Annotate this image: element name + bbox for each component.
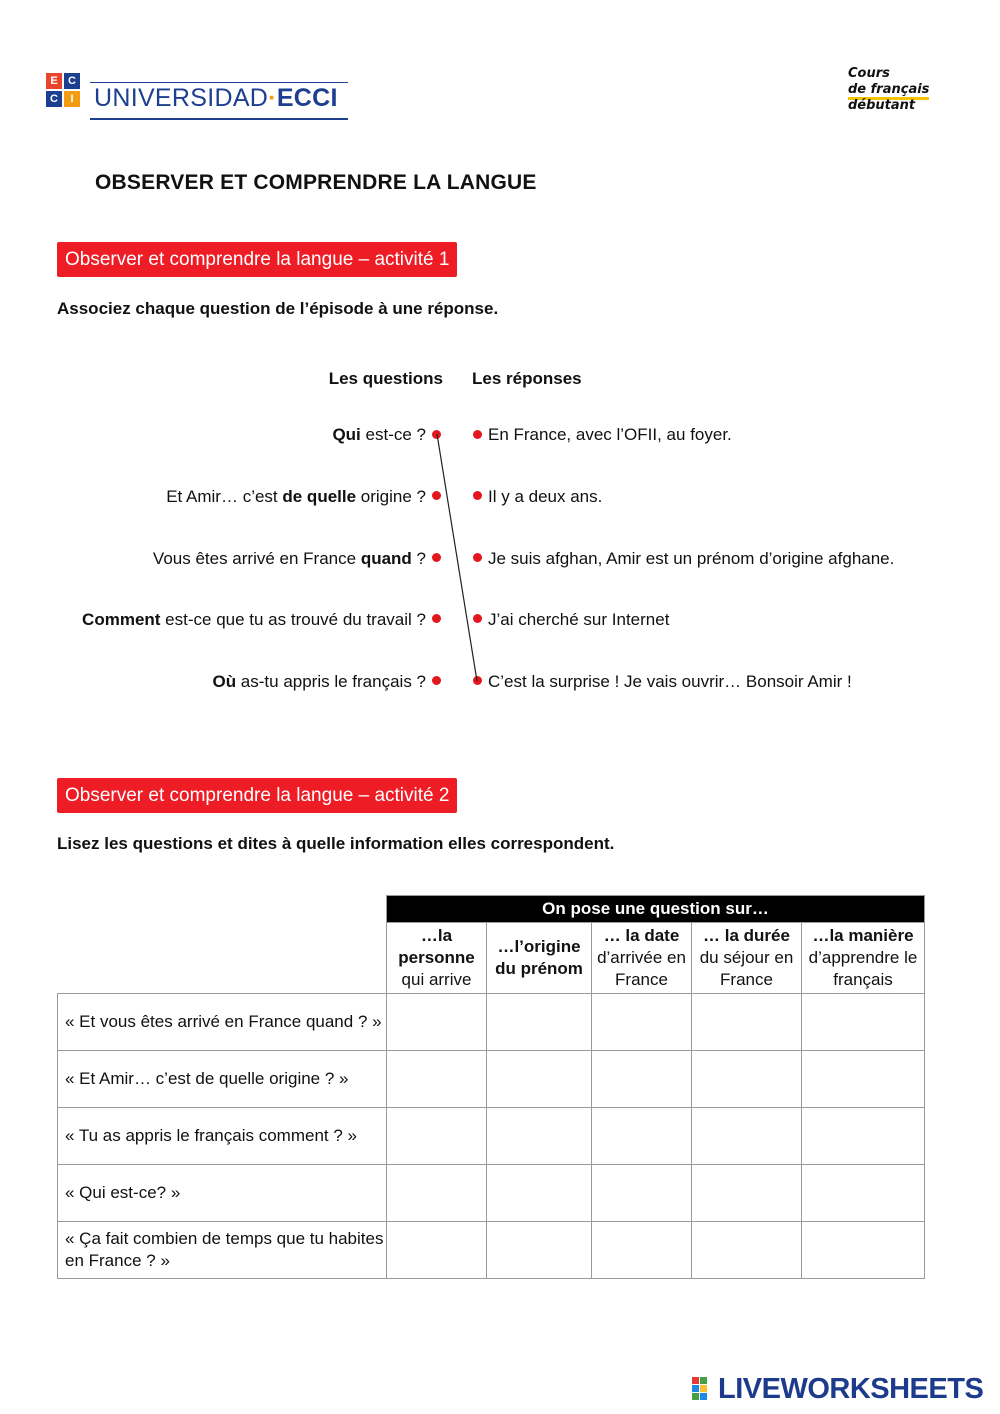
answer-cell[interactable] [692, 1165, 802, 1222]
liveworksheets-brand: LIVEWORKSHEETS [718, 1373, 984, 1405]
logo-letter-c: C [64, 73, 80, 89]
answer-cell[interactable] [802, 1051, 925, 1108]
answer-cell[interactable] [487, 1108, 592, 1165]
row-question-3: « Tu as appris le français comment ? » [58, 1108, 387, 1165]
activity2-label: Observer et comprendre la langue – activité 2 [57, 778, 457, 813]
answer-cell[interactable] [692, 1222, 802, 1279]
answer-1: En France, avec l’OFII, au foyer. [488, 425, 732, 444]
answer-cell[interactable] [802, 1165, 925, 1222]
row-question-5: « Ça fait combien de temps que tu habites en France ? » [58, 1222, 387, 1279]
page-title: OBSERVER ET COMPRENDRE LA LANGUE [95, 171, 537, 194]
question-4-dot[interactable] [432, 614, 441, 623]
table-row [58, 1051, 925, 1108]
column-header-personne: …la personne qui arrive [387, 923, 487, 994]
row-question-1: « Et vous êtes arrivé en France quand ? » [58, 994, 387, 1051]
answer-3: Je suis afghan, Amir est un prénom d’origine afghane. [488, 549, 895, 568]
answer-5-dot[interactable] [473, 676, 482, 685]
logo-text-brand: ECCI [276, 84, 338, 112]
answer-cell[interactable] [592, 994, 692, 1051]
course-line-2: de français [848, 82, 929, 98]
activity2-instruction: Lisez les questions et dites à quelle information elles correspondent. [57, 834, 615, 853]
liveworksheets-logo-icon [692, 1377, 716, 1401]
answer-cell[interactable] [387, 994, 487, 1051]
answer-cell[interactable] [592, 1222, 692, 1279]
answer-cell[interactable] [802, 1108, 925, 1165]
question-1-dot[interactable] [432, 430, 441, 439]
answer-cell[interactable] [692, 1051, 802, 1108]
logo-rule-bottom [90, 118, 348, 120]
course-line-1: Cours [848, 66, 890, 81]
logo-letter-c2: C [46, 91, 62, 107]
answer-cell[interactable] [387, 1108, 487, 1165]
answer-cell[interactable] [487, 1165, 592, 1222]
logo-text-main: UNIVERSIDAD [94, 84, 269, 112]
answer-table [57, 895, 925, 1279]
answers-header: Les réponses [472, 369, 582, 388]
table-header: On pose une question sur… [387, 896, 925, 923]
column-header-date: … la date d’arrivée en France [592, 923, 692, 994]
table-row [58, 1165, 925, 1222]
logo-letter-e: E [46, 73, 62, 89]
logo-dot: · [268, 84, 277, 112]
answer-cell[interactable] [387, 1051, 487, 1108]
column-header-duree: … la durée du séjour en France [692, 923, 802, 994]
column-header-maniere: …la manière d’apprendre le français [802, 923, 925, 994]
table-row [58, 1222, 925, 1279]
course-badge [848, 66, 929, 114]
answer-cell[interactable] [802, 994, 925, 1051]
answer-cell[interactable] [592, 1165, 692, 1222]
logo-letter-i: I [64, 91, 80, 107]
answer-cell[interactable] [487, 1051, 592, 1108]
column-header-origine: …l’origine du prénom [487, 923, 592, 994]
answer-1-dot[interactable] [473, 430, 482, 439]
answer-4: J’ai cherché sur Internet [488, 610, 670, 629]
answer-cell[interactable] [692, 994, 802, 1051]
table-row [58, 1108, 925, 1165]
question-2: Et Amir… c’est de quelle origine ? [166, 487, 426, 506]
question-3: Vous êtes arrivé en France quand ? [152, 549, 426, 568]
course-line-3: débutant [848, 98, 916, 113]
table-corner [58, 896, 387, 994]
row-question-2: « Et Amir… c’est de quelle origine ? » [58, 1051, 387, 1108]
table-row [58, 994, 925, 1051]
logo-rule-top [90, 82, 348, 83]
activity1-instruction: Associez chaque question de l’épisode à une réponse. [57, 299, 499, 318]
answer-cell[interactable] [802, 1222, 925, 1279]
question-5: Où as-tu appris le français ? [212, 672, 426, 691]
question-1: Qui est-ce ? [332, 425, 426, 444]
question-3-dot[interactable] [432, 553, 441, 562]
answer-cell[interactable] [592, 1108, 692, 1165]
answer-2: Il y a deux ans. [488, 487, 603, 506]
university-name [94, 84, 338, 113]
answer-cell[interactable] [487, 1222, 592, 1279]
activity1-label: Observer et comprendre la langue – activité 1 [57, 242, 457, 277]
university-logo-icon [46, 73, 84, 121]
questions-header: Les questions [328, 369, 443, 388]
question-5-dot[interactable] [432, 676, 441, 685]
answer-cell[interactable] [592, 1051, 692, 1108]
answer-cell[interactable] [387, 1222, 487, 1279]
answer-cell[interactable] [387, 1165, 487, 1222]
answer-5: C’est la surprise ! Je vais ouvrir… Bonsoir Amir ! [488, 672, 852, 691]
question-2-dot[interactable] [432, 491, 441, 500]
row-question-4: « Qui est-ce? » [58, 1165, 387, 1222]
answer-cell[interactable] [487, 994, 592, 1051]
answer-4-dot[interactable] [473, 614, 482, 623]
answer-cell[interactable] [692, 1108, 802, 1165]
answer-3-dot[interactable] [473, 553, 482, 562]
answer-2-dot[interactable] [473, 491, 482, 500]
question-4: Comment est-ce que tu as trouvé du travail ? [82, 610, 426, 629]
